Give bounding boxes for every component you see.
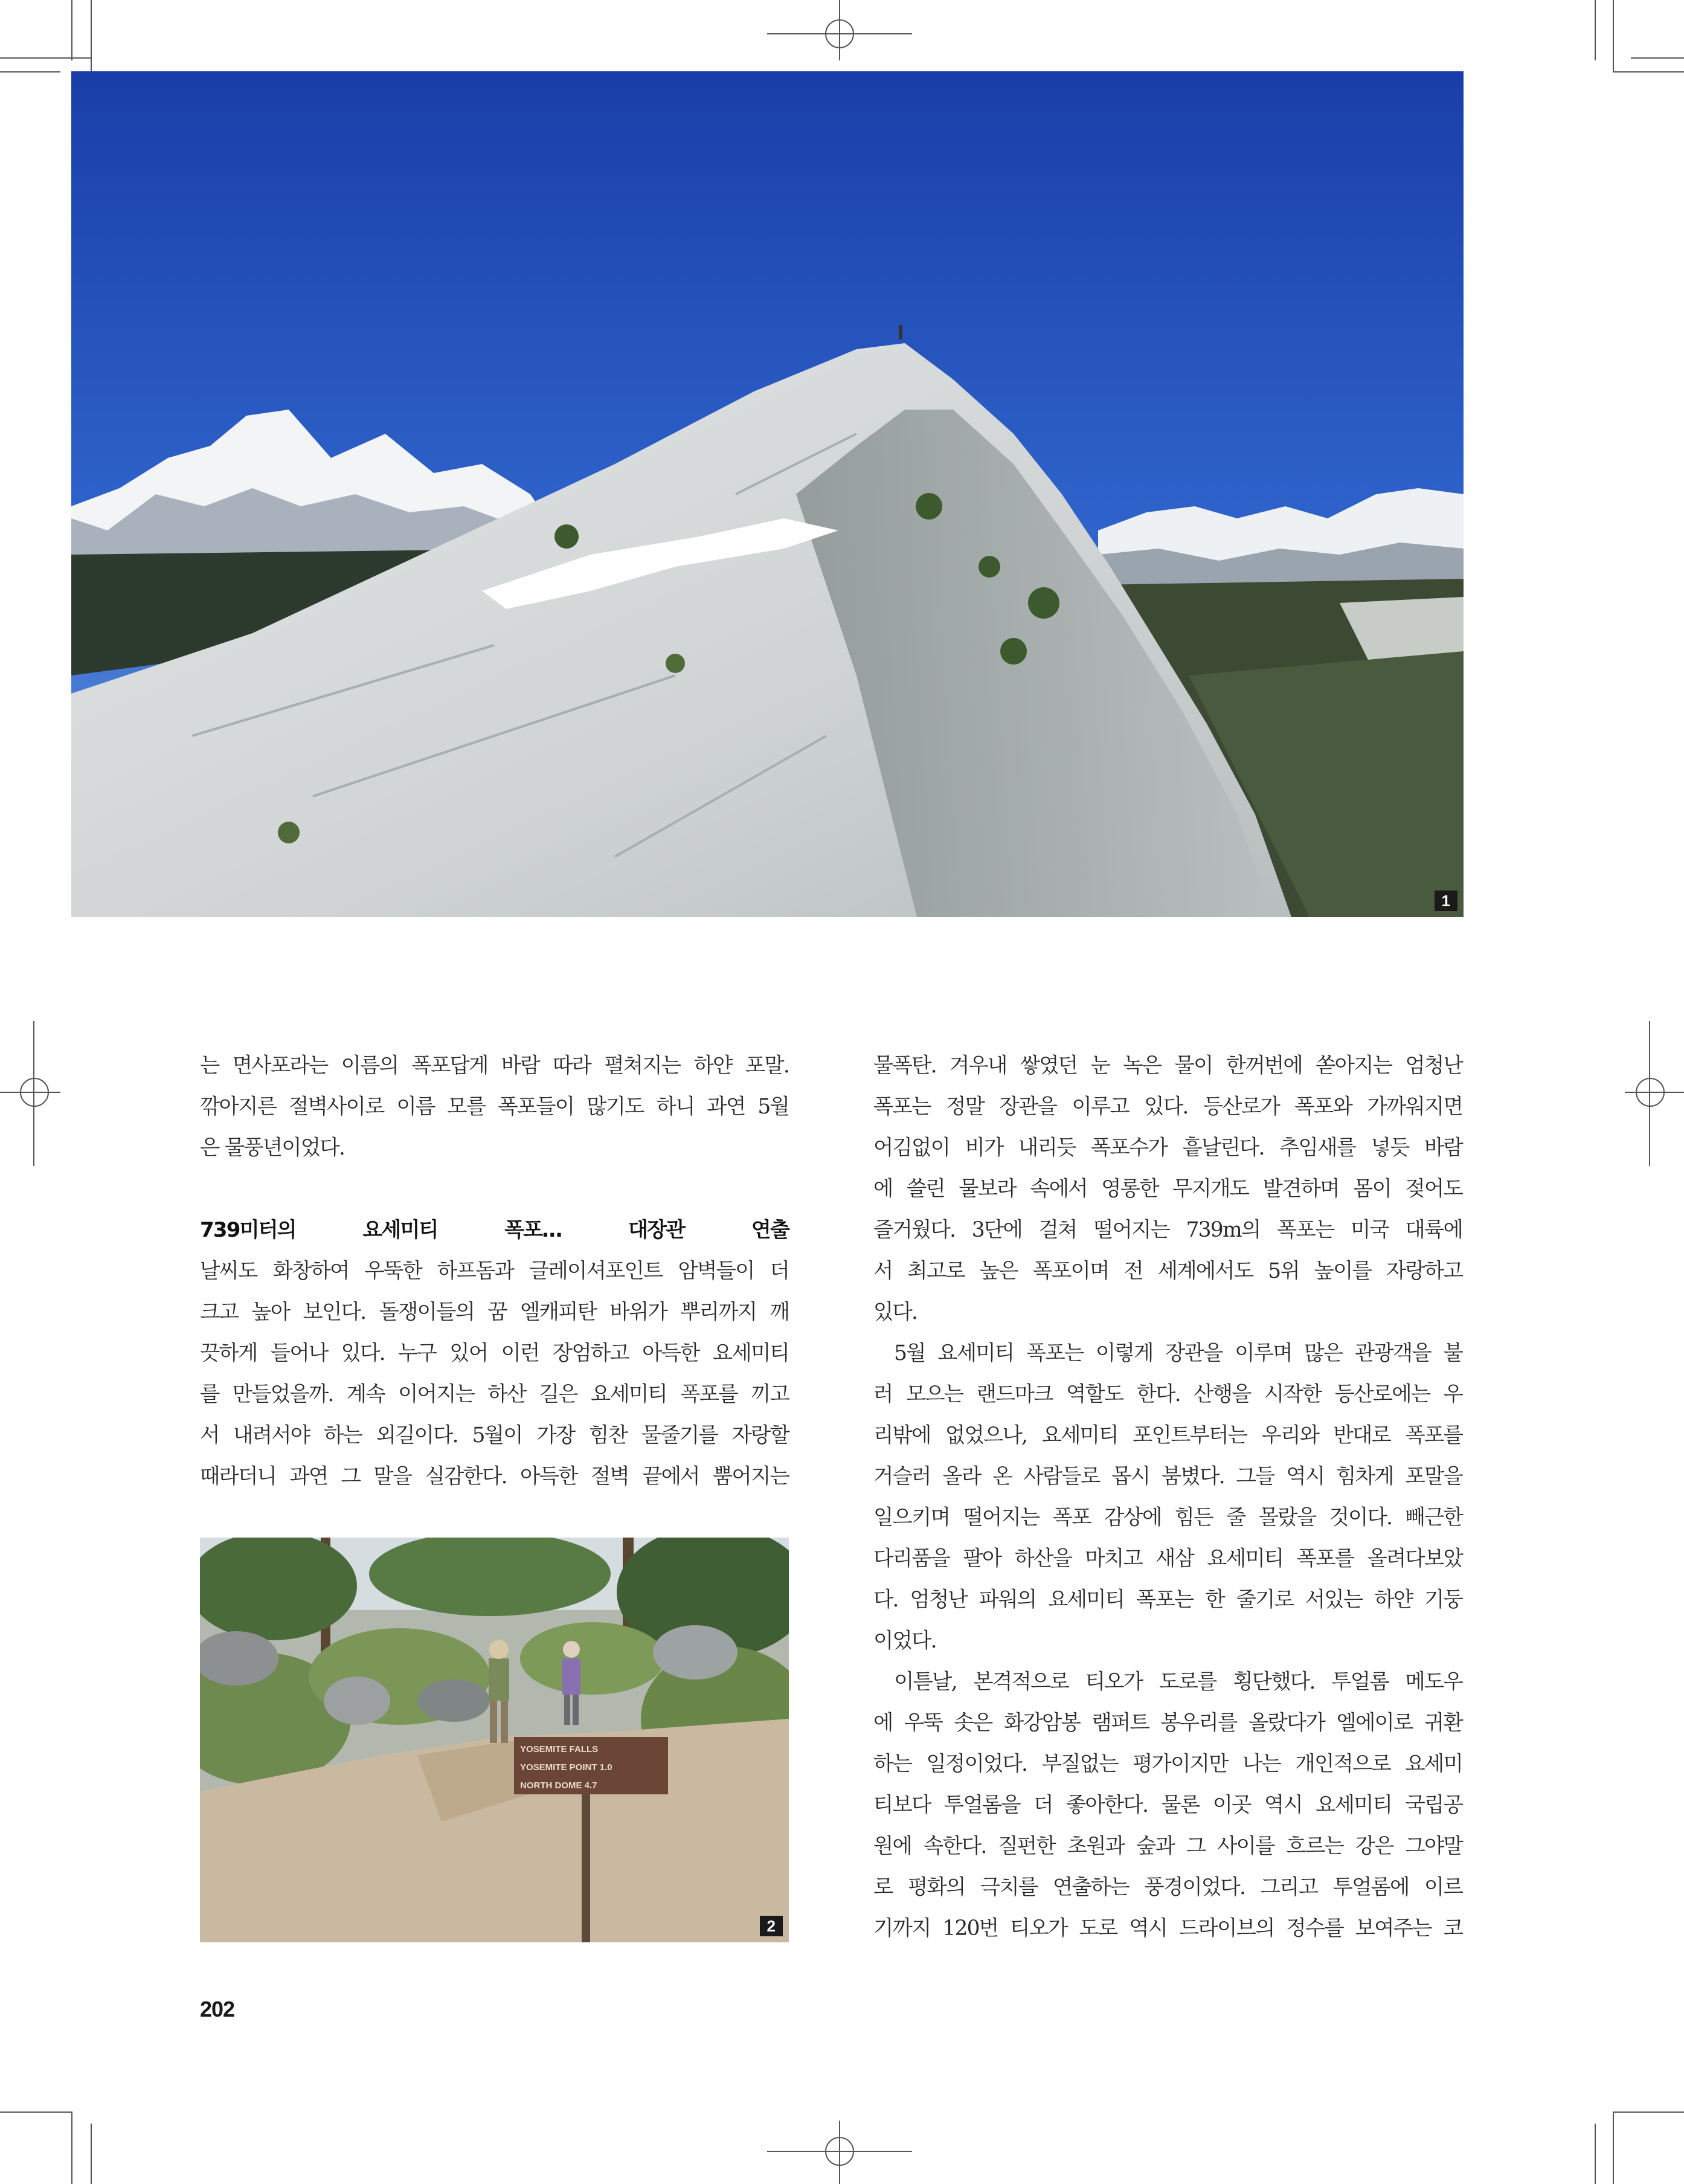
text-line: 은 물풍년이었다. [200, 1136, 345, 1160]
text-line: 있다. [873, 1300, 918, 1324]
text-line: 서 최고로 높은 폭포이며 전 세계에서도 5위 높이를 자랑하고 [873, 1259, 1462, 1283]
text-line: 에 우뚝 솟은 화강암봉 램퍼트 봉우리를 올랐다가 엘에이로 귀환 [873, 1711, 1462, 1735]
trail-sign [514, 1737, 668, 1794]
photo-granite-dome [71, 71, 1464, 917]
text-line: 에 쓸린 물보라 속에서 영롱한 무지개도 발견하며 몸이 젖어도 [873, 1177, 1462, 1201]
text-line: 원에 속한다. 질펀한 초원과 숲과 그 사이를 흐르는 강은 그야말 [873, 1834, 1462, 1858]
section-subheading: 739미터의 요세미티 폭포… 대장관 연출 [200, 1218, 789, 1242]
text-line: 기까지 120번 티오가 도로 역시 드라이브의 정수를 보여주는 코 [873, 1916, 1462, 1941]
text-line: 를 만들었을까. 계속 이어지는 하산 길은 요세미티 폭포를 끼고 [200, 1382, 789, 1406]
text-line: 다리품을 팔아 하산을 마치고 새삼 요세미티 폭포를 올려다보았 [873, 1547, 1462, 1571]
text-line: 서 내려서야 하는 외길이다. 5월이 가장 힘찬 물줄기를 자랑할 [200, 1423, 789, 1448]
text-line: 깎아지른 절벽사이로 이름 모를 폭포들이 많기도 하니 과연 5월 [200, 1095, 789, 1119]
text-line: 이었다. [873, 1629, 936, 1653]
text-line: 일으키며 떨어지는 폭포 감상에 힘든 줄 몰랐을 것이다. 빼근한 [873, 1506, 1462, 1530]
photo-number-badge: 1 [1435, 891, 1457, 911]
text-line: 리밖에 없었으나, 요세미티 포인트부터는 우리와 반대로 폭포를 [873, 1423, 1462, 1448]
sign-line-3: NORTH DOME 4.7 [520, 1780, 597, 1791]
text-line: 하는 일정이었다. 부질없는 평가이지만 나는 개인적으로 요세미 [873, 1752, 1462, 1776]
text-line: 티보다 투얼롬을 더 좋아한다. 물론 이곳 역시 요세미티 국립공 [873, 1793, 1462, 1817]
right-column [873, 1045, 1462, 1949]
text-line: 폭포는 정말 장관을 이루고 있다. 등산로가 폭포와 가까워지면 [873, 1095, 1462, 1119]
text-line: 크고 높아 보인다. 돌쟁이들의 꿈 엘캐피탄 바위가 뿌리까지 깨 [200, 1300, 789, 1324]
photo-number-badge: 2 [760, 1916, 783, 1936]
photo-hikers-trail [200, 1538, 789, 1942]
text-line: 즐거웠다. 3단에 걸쳐 떨어지는 739m의 폭포는 미국 대륙에 [873, 1218, 1462, 1242]
text-line: 로 평화의 극치를 연출하는 풍경이었다. 그리고 투얼롬에 이르 [873, 1875, 1462, 1899]
text-line: 는 면사포라는 이름의 폭포답게 바람 따라 펼쳐지는 하얀 포말. [200, 1054, 789, 1078]
text-line: 어김없이 비가 내리듯 폭포수가 흩날린다. 추임새를 넣듯 바람 [873, 1136, 1462, 1160]
text-line: 때라더니 과연 그 말을 실감한다. 아득한 절벽 끝에서 뿜어지는 [200, 1464, 789, 1489]
sign-line-2: YOSEMITE POINT 1.0 [520, 1762, 612, 1773]
text-line: 끗하게 들어나 있다. 누구 있어 이런 장엄하고 아득한 요세미티 [200, 1341, 789, 1365]
text-line: 이튿날, 본격적으로 티오가 도로를 횡단했다. 투얼롬 메도우 [894, 1670, 1462, 1694]
text-line: 다. 엄청난 파워의 요세미티 폭포는 한 줄기로 서있는 하얀 기둥 [873, 1588, 1462, 1612]
text-line: 물폭탄. 겨우내 쌓였던 눈 녹은 물이 한꺼번에 쏟아지는 엄청난 [873, 1054, 1462, 1078]
page-number: 202 [200, 1997, 235, 2021]
text-line: 5월 요세미티 폭포는 이렇게 장관을 이루며 많은 관광객을 불 [894, 1341, 1462, 1365]
left-column [200, 1045, 789, 1497]
text-line: 러 모으는 랜드마크 역할도 한다. 산행을 시작한 등산로에는 우 [873, 1382, 1462, 1406]
text-line: 날씨도 화창하여 우뚝한 하프돔과 글레이셔포인트 암벽들이 더 [200, 1259, 789, 1283]
sign-line-1: YOSEMITE FALLS [520, 1744, 599, 1754]
text-line: 거슬러 올라 온 사람들로 몹시 붐볐다. 그들 역시 힘차게 포말을 [873, 1464, 1462, 1489]
